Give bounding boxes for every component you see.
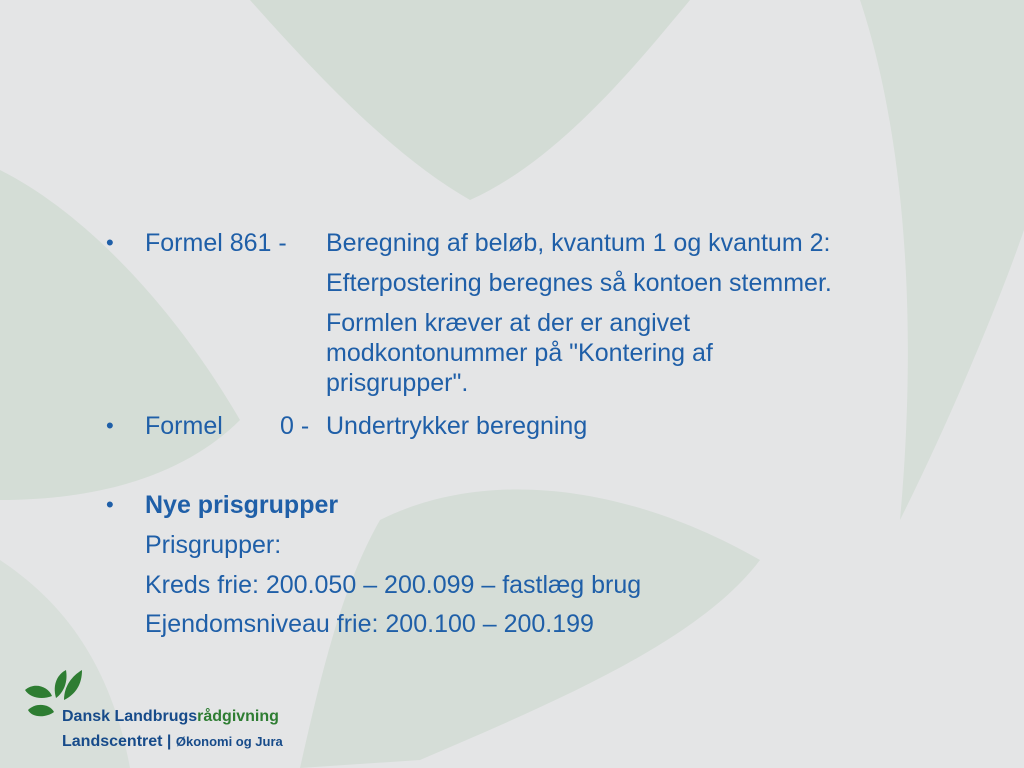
formula-861-line-2: Efterpostering beregnes så kontoen stemmer. (326, 269, 832, 297)
formula-861-line-4: modkontonummer på "Kontering af (326, 339, 713, 367)
formula-861-line-1: Beregning af beløb, kvantum 1 og kvantum 2: (326, 229, 831, 257)
bullet: • (106, 413, 114, 438)
logo-org-name-part-1: Dansk Landbrugs (62, 708, 198, 725)
formula-861-label: Formel 861 - (145, 229, 287, 257)
price-groups-line-2: Kreds frie: 200.050 – 200.099 – fastlæg brug (145, 571, 642, 599)
bullet: • (106, 230, 114, 255)
logo-text-line-1 (62, 708, 279, 726)
formula-0-text: Undertrykker beregning (326, 412, 588, 440)
logo-center-name: Landscentret (62, 733, 163, 750)
formula-861-line-3: Formlen kræver at der er angivet (326, 309, 691, 337)
formula-861-line-5: prisgrupper". (326, 369, 469, 397)
formula-0-number: 0 - (280, 412, 310, 440)
new-price-groups-heading: Nye prisgrupper (145, 491, 339, 519)
price-groups-line-3: Ejendomsniveau frie: 200.100 – 200.199 (145, 610, 594, 638)
logo-org-name-part-2: rådgivning (197, 708, 279, 725)
formula-0-label: Formel (145, 412, 223, 440)
price-groups-line-1: Prisgrupper: (145, 531, 282, 559)
logo-text-line-2 (62, 733, 283, 751)
logo-department: Økonomi og Jura (175, 734, 283, 749)
logo-separator: | (166, 733, 172, 750)
bullet: • (106, 492, 114, 517)
